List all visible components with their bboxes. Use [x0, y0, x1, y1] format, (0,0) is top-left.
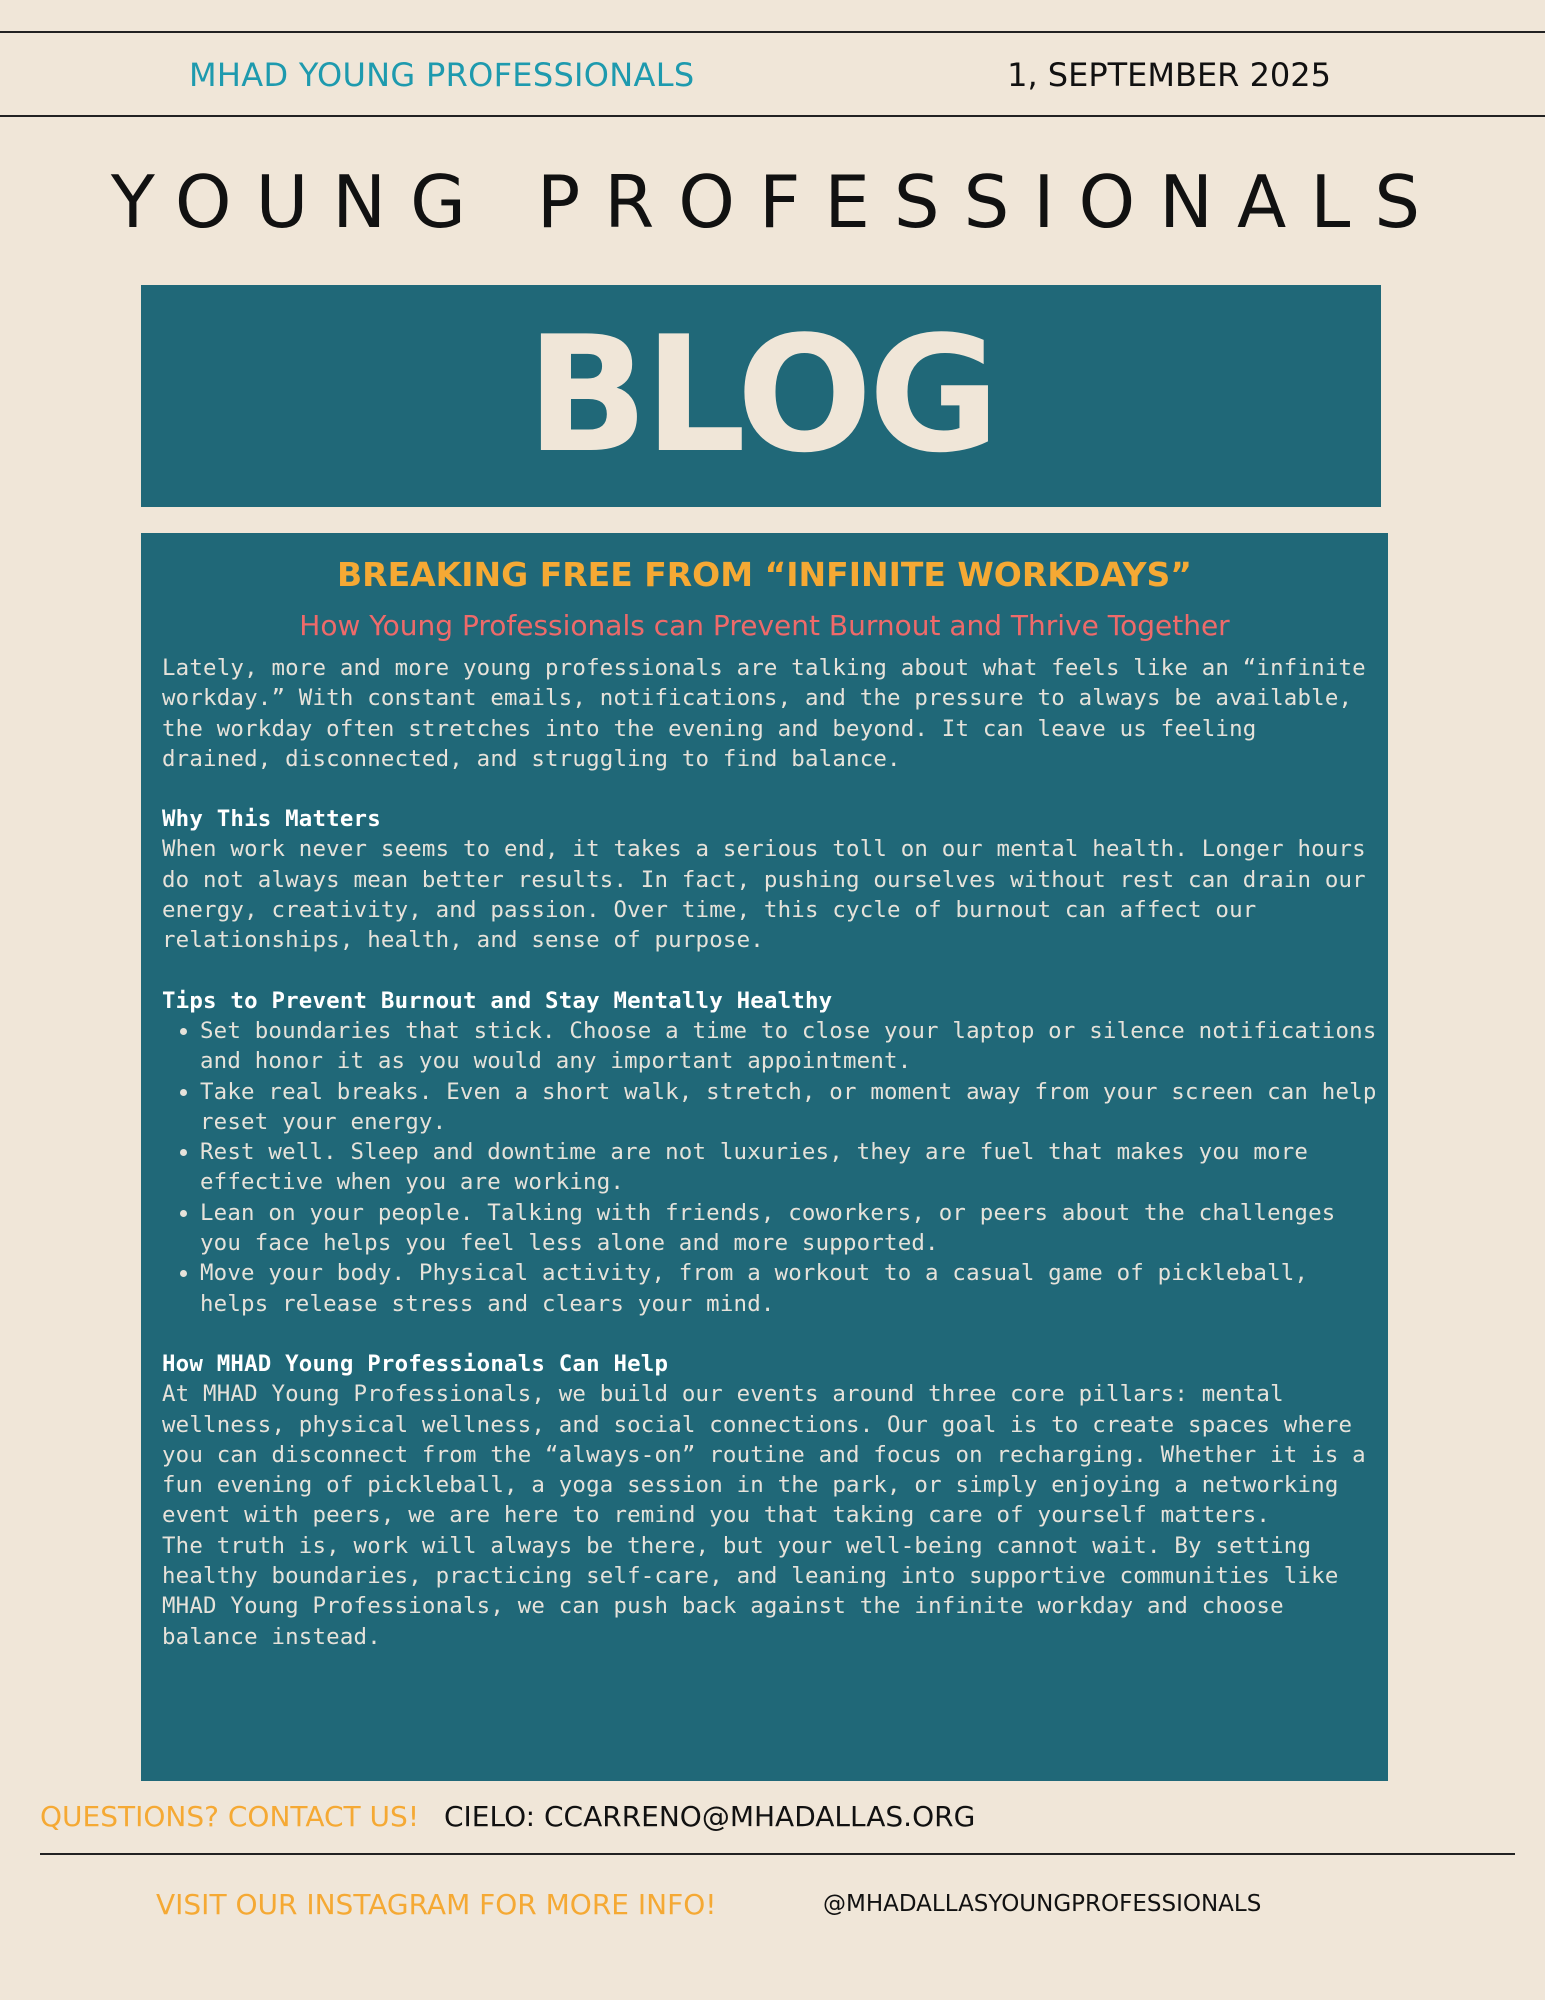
article-panel	[141, 533, 1391, 1781]
article-closing: The truth is, work will always be there, but your well-being cannot wait. By setting healthy boundaries, practicing self-care, and leaning into supportive communities like MHAD Young Professionals, we can push back against the infinite workday and choose balance instead.	[162, 1532, 1353, 1650]
tips-list	[162, 1016, 1391, 1319]
section-heading-help: How MHAD Young Professionals Can Help	[162, 1350, 669, 1377]
organization-name: MHAD YOUNG PROFESSIONALS	[189, 56, 695, 94]
list-item: • Set boundaries that stick. Choose a time to close your laptop or silence notifications and honor it as you would any important appointment.	[200, 1016, 1378, 1077]
issue-date: 1, SEPTEMBER 2025	[1007, 56, 1331, 94]
page-title: YOUNG PROFESSIONALS	[110, 160, 1445, 244]
section-heading-tips: Tips to Prevent Burnout and Stay Mentally Healthy	[162, 987, 833, 1014]
blog-banner-word: BLOG	[526, 301, 996, 488]
contact-email: CIELO: CCARRENO@MHADALLAS.ORG	[444, 1800, 976, 1833]
section-text-help: At MHAD Young Professionals, we build our events around three core pillars: mental wellness, physical wellness, and social connections. Our goal is to create spaces where you can disconnect from the “always-on” routine and focus on recharging. Whether it is a fun evening of pickleball, a yoga session in the park, or simply enjoying a networking event with peers, we are here to remind you that taking care of yourself matters.	[162, 1381, 1380, 1529]
article-title: BREAKING FREE FROM “INFINITE WORKDAYS”	[337, 555, 1192, 594]
list-item: • Move your body. Physical activity, from a workout to a casual game of pickleball, helps release stress and clears your mind.	[200, 1258, 1378, 1319]
footer-rule	[40, 1853, 1515, 1855]
instagram-prompt: VISIT OUR INSTAGRAM FOR MORE INFO!	[156, 1888, 717, 1921]
top-rule	[0, 31, 1545, 33]
article-subtitle: How Young Professionals can Prevent Burnout and Thrive Together	[299, 609, 1230, 642]
contact-prompt: QUESTIONS? CONTACT US!	[40, 1800, 420, 1833]
section-heading-why: Why This Matters	[162, 806, 381, 833]
article-body	[162, 653, 1391, 1652]
list-item: • Lean on your people. Talking with friends, coworkers, or peers about the challenges you face helps you feel less alone and more supported.	[200, 1198, 1378, 1259]
article-intro: Lately, more and more young professionals are talking about what feels like an “infinite workday.” With constant emails, notifications, and the pressure to always be available, the workday often stretches into the evening and beyond. It can leave us feeling drained, disconnected, and struggling to find balance.	[162, 655, 1380, 772]
section-text-why: When work never seems to end, it takes a serious toll on our mental health. Longer hours do not always mean better results. In fact, pushing ourselves without rest can drain our energy, creativity, and passion. Over time, this cycle of burnout can affect our relationships, health, and sense of purpose.	[162, 836, 1380, 954]
instagram-handle: @MHADALLASYOUNGPROFESSIONALS	[823, 1891, 1262, 1917]
list-item: • Rest well. Sleep and downtime are not luxuries, they are fuel that makes you more effective when you are working.	[200, 1137, 1378, 1198]
header-rule	[0, 115, 1545, 117]
list-item: • Take real breaks. Even a short walk, stretch, or moment away from your screen can help reset your energy.	[200, 1077, 1378, 1138]
blog-banner	[141, 285, 1381, 507]
